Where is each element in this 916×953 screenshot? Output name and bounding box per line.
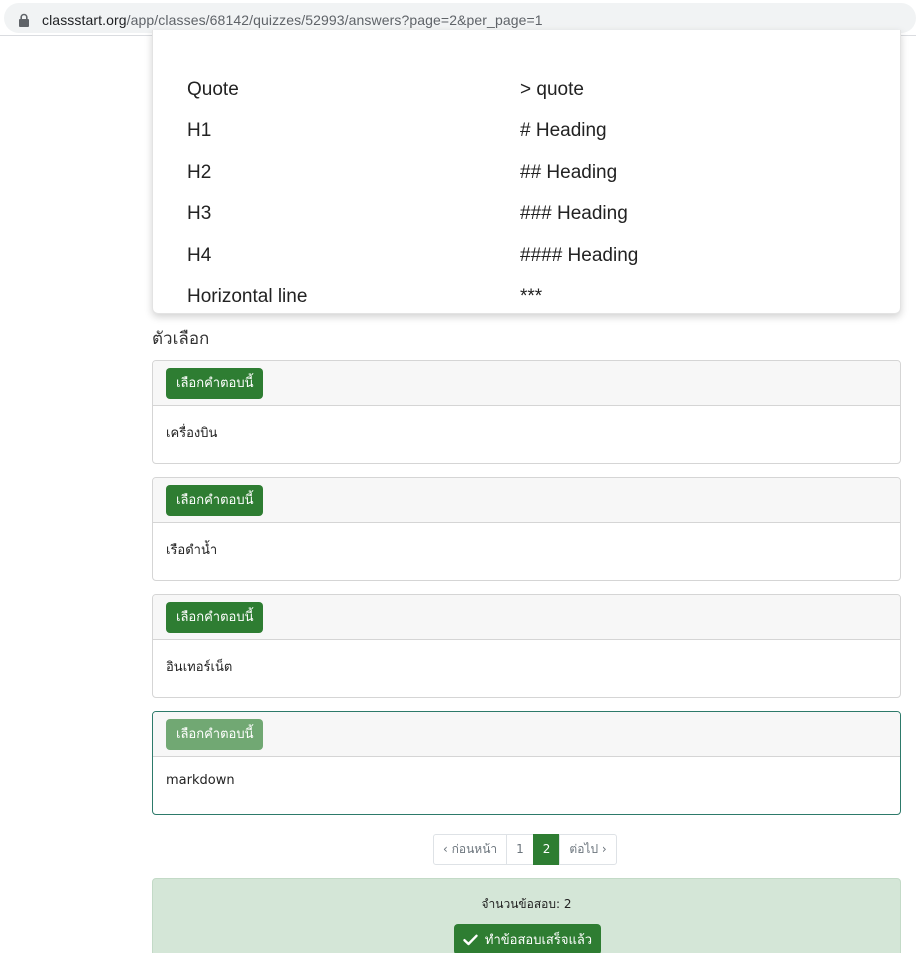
help-row-h1 [153,118,900,146]
prev-page-link[interactable]: ‹ ก่อนหน้า [433,834,507,865]
next-page-link[interactable]: ต่อไป › [559,834,616,865]
quiz-summary-box [152,878,901,953]
select-answer-button[interactable]: เลือกคำตอบนี้ [166,719,263,750]
select-answer-button[interactable]: เลือกคำตอบนี้ [166,368,263,399]
help-row-h2 [153,160,900,188]
help-label: Horizontal line [187,286,308,307]
choice-card [152,360,901,464]
url-field[interactable] [4,3,916,33]
help-label: Quote [187,79,239,100]
choice-text: อินเทอร์เน็ต [166,660,233,675]
choice-card-header [153,712,900,757]
help-row-h3 [153,201,900,229]
help-syntax: #### Heading [520,245,639,266]
lock-icon [18,13,30,27]
page-link-1[interactable]: 1 [506,834,534,865]
url-text [42,12,543,28]
pagination [433,834,617,865]
help-row-h4 [153,243,900,271]
finish-quiz-button[interactable] [454,924,601,953]
choice-card-selected [152,711,901,815]
choice-card-header [153,595,900,640]
choice-text: markdown [166,773,235,788]
help-label: H1 [187,120,212,141]
help-label: H2 [187,162,212,183]
question-count: จำนวนข้อสอบ: 2 [481,897,572,911]
select-answer-button[interactable]: เลือกคำตอบนี้ [166,602,263,633]
help-row-quote [153,77,900,105]
page-link-2-current[interactable]: 2 [533,834,561,865]
help-label: H3 [187,203,212,224]
choice-card [152,594,901,698]
help-label: H4 [187,245,212,266]
finish-quiz-label: ทำข้อสอบเสร็จแล้ว [484,933,593,948]
help-row-horizontal-line [153,284,900,312]
url-path: /app/classes/68142/quizzes/52993/answers?page=2&per_page=1 [126,12,543,28]
check-icon [463,934,478,946]
help-syntax: > quote [520,79,584,100]
help-syntax: ### Heading [520,203,628,224]
choice-text: เรือดำน้ำ [166,543,218,558]
help-syntax: *** [520,286,543,307]
help-syntax: ## Heading [520,162,618,183]
url-host: classstart.org [42,12,127,28]
choice-card [152,477,901,581]
choice-card-header [153,478,900,523]
choice-card-header [153,361,900,406]
choices-heading: ตัวเลือก [152,329,210,349]
help-syntax: # Heading [520,120,607,141]
select-answer-button[interactable]: เลือกคำตอบนี้ [166,485,263,516]
choice-text: เครื่องบิน [166,426,218,441]
markdown-help-panel [152,30,901,314]
